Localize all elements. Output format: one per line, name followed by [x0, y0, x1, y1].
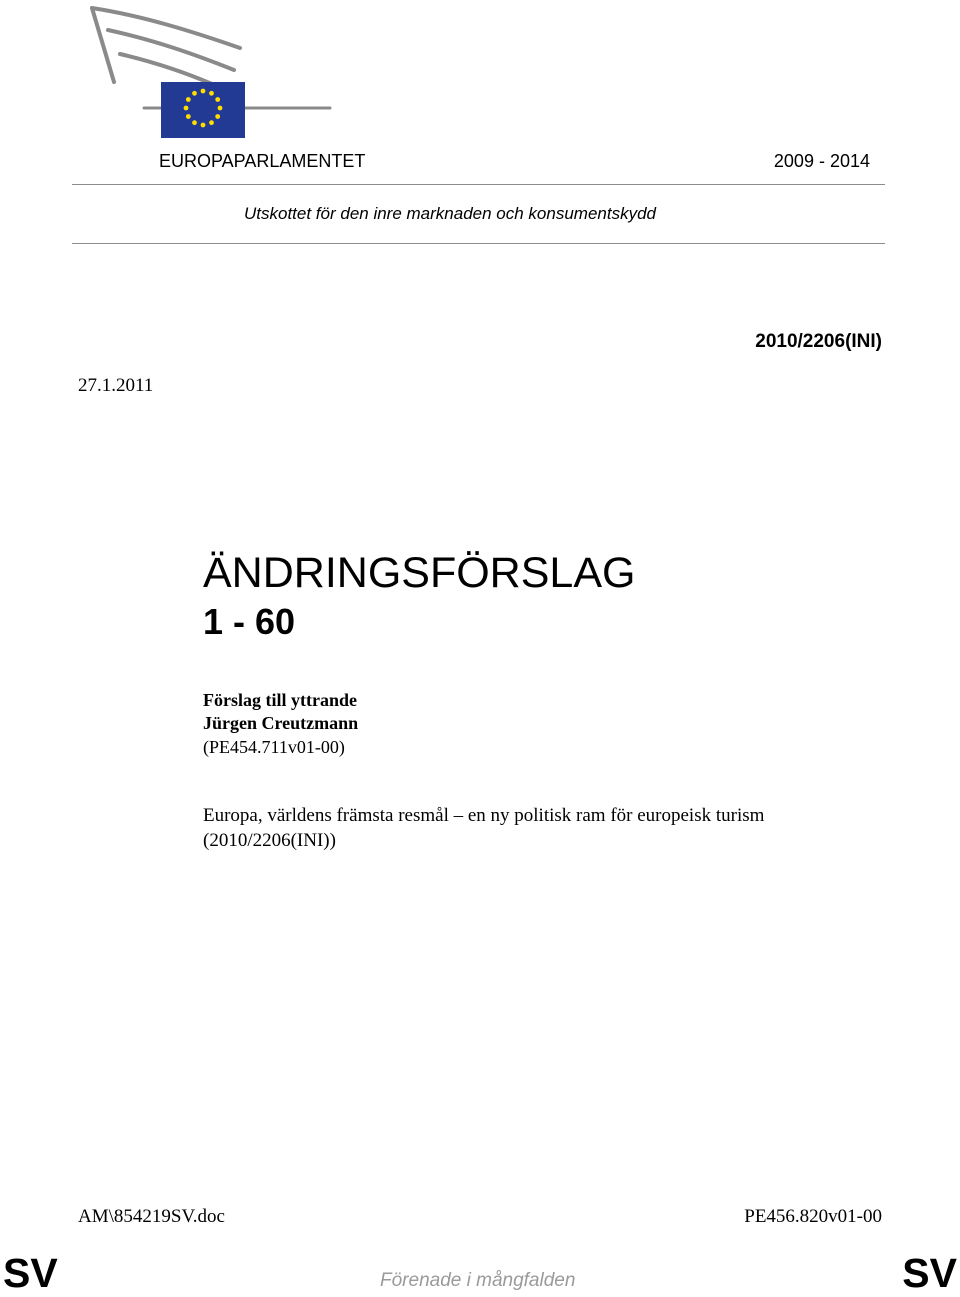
- eu-flag: [161, 82, 245, 138]
- footer-pe-number: PE456.820v01-00: [744, 1206, 882, 1227]
- language-code-left: SV: [3, 1250, 58, 1296]
- footer-document-filename: AM\854219SV.doc: [78, 1206, 225, 1227]
- document-subject: Europa, världens främsta resmål – en ny politisk ram för europeisk turism: [203, 805, 765, 826]
- amendment-range: 1 - 60: [203, 601, 296, 642]
- logo-arc-line-2: [108, 30, 234, 70]
- rapporteur-name: Jürgen Creutzmann: [203, 713, 359, 733]
- procedure-number: 2010/2206(INI): [755, 331, 882, 352]
- document-title: ÄNDRINGSFÖRSLAG: [203, 549, 636, 597]
- institution-name: EUROPAPARLAMENTET: [159, 151, 366, 171]
- proposal-type: Förslag till yttrande: [203, 690, 357, 710]
- subject-procedure-reference: (2010/2206(INI)): [203, 830, 336, 851]
- header-divider-bottom: [72, 243, 885, 244]
- document-date: 27.1.2011: [78, 375, 154, 396]
- language-code-right: SV: [902, 1250, 957, 1296]
- header-divider-top: [72, 184, 885, 185]
- pe-reference: (PE454.711v01-00): [203, 737, 345, 757]
- logo-arc-outer: [92, 8, 114, 82]
- logo-arc-line-1: [92, 8, 240, 48]
- parliamentary-term: 2009 - 2014: [773, 151, 870, 171]
- eu-motto: Förenade i mångfalden: [380, 1270, 576, 1291]
- committee-name: Utskottet för den inre marknaden och konsumentskydd: [244, 204, 656, 223]
- european-parliament-logo: [84, 2, 344, 142]
